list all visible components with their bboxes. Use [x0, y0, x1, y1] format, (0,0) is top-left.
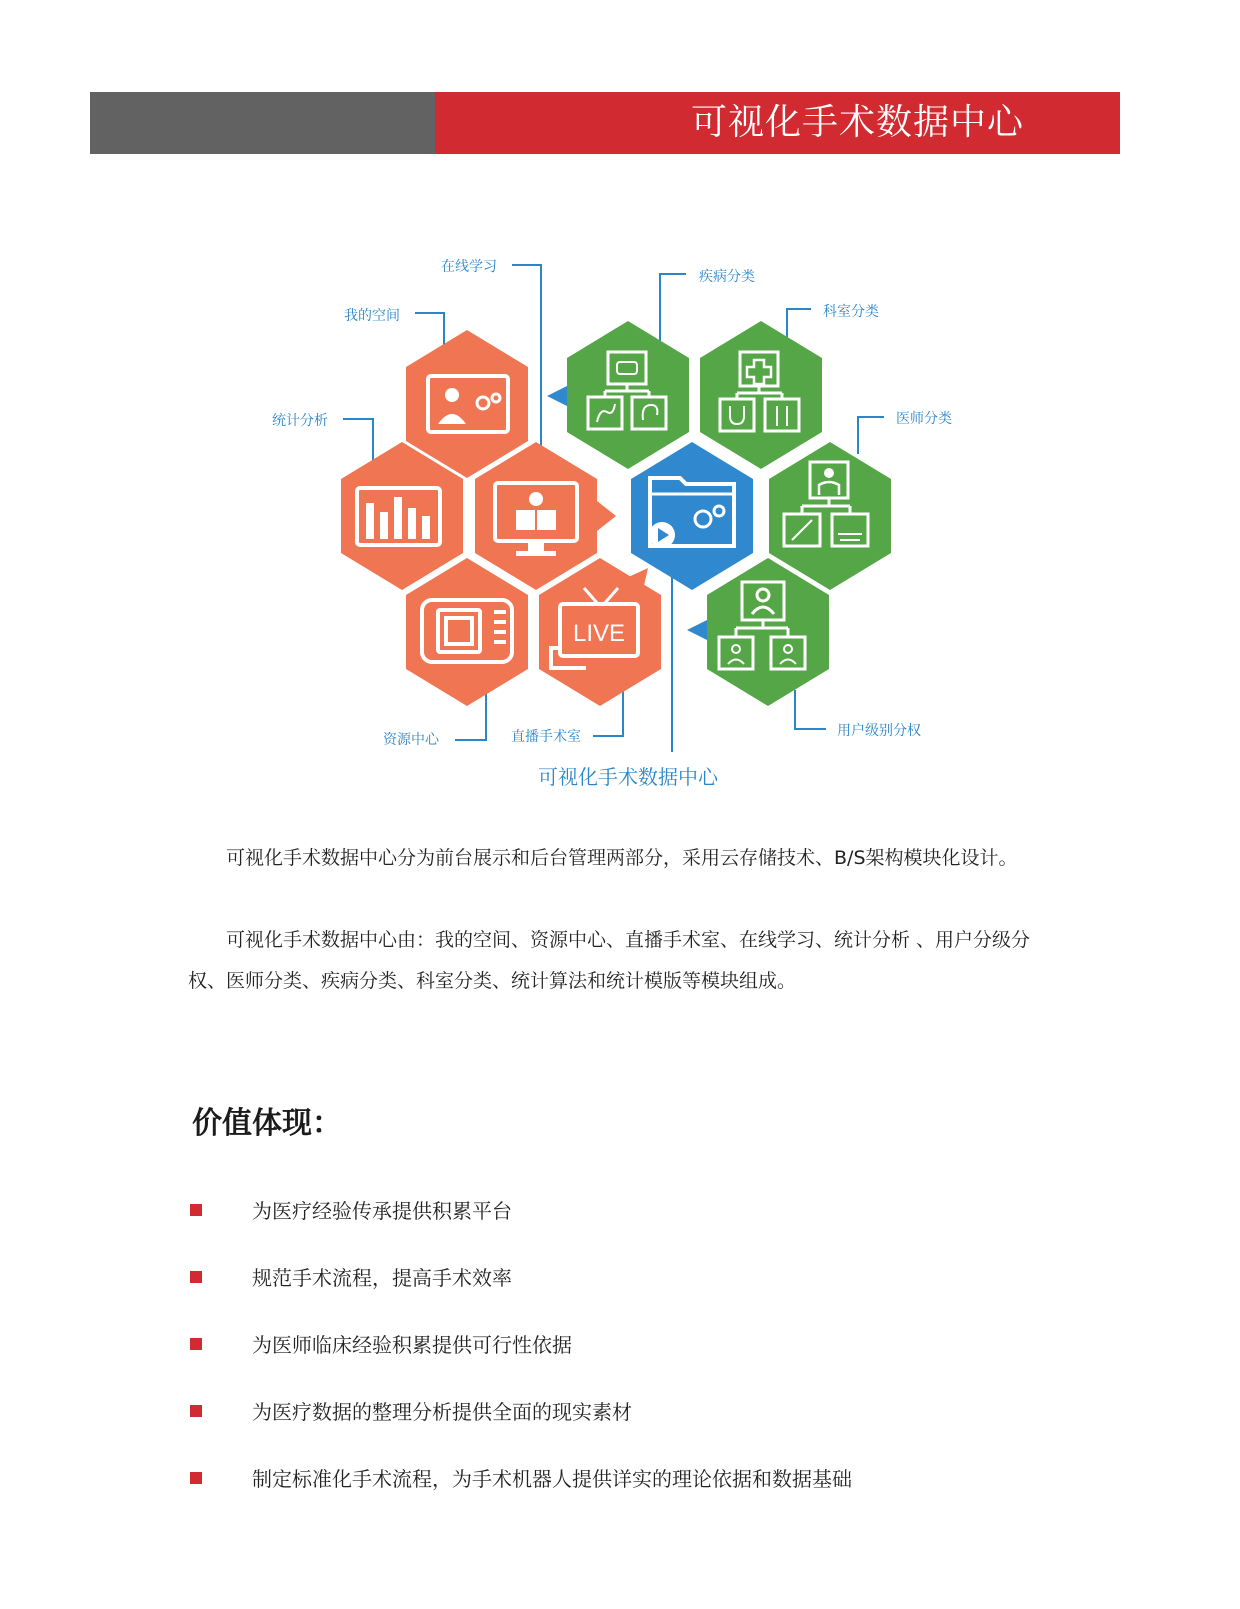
- hex-user-level: [707, 558, 829, 706]
- hex-disease-class: [567, 321, 689, 469]
- section-title-value: 价值体现：: [192, 1106, 342, 1141]
- connector-disease-class: [660, 274, 686, 341]
- label-online-learning: 在线学习: [441, 259, 497, 275]
- hex-dept-class: [700, 321, 822, 469]
- label-resource-center: 资源中心: [383, 732, 439, 748]
- pointer-online-learning: [597, 501, 616, 531]
- pointer-disease-class: [547, 386, 567, 406]
- value-item-3: 为医师临床经验积累提供可行性依据: [252, 1333, 572, 1357]
- connector-statistics: [343, 419, 373, 462]
- live-text: LIVE: [572, 620, 626, 647]
- bullet-square: [190, 1204, 202, 1216]
- value-item-4: 为医疗数据的整理分析提供全面的现实素材: [252, 1400, 632, 1424]
- intro-paragraph-2: 可视化手术数据中心由：我的空间、资源中心、直播手术室、在线学习、统计分析 、用户分级分权、医师分类、疾病分类、科室分类、统计算法和统计模版等模块组成。: [188, 929, 1031, 992]
- label-live-surgery: 直播手术室: [511, 729, 581, 745]
- label-doctor-class: 医师分类: [896, 411, 952, 427]
- bullet-square: [190, 1405, 202, 1417]
- label-disease-class: 疾病分类: [699, 269, 755, 285]
- bullet-square: [190, 1472, 202, 1484]
- bullet-square: [190, 1271, 202, 1283]
- connector-user-level: [795, 690, 826, 729]
- connector-dept-class: [787, 309, 811, 343]
- value-item-1: 为医疗经验传承提供积累平台: [252, 1199, 512, 1223]
- value-item-2: 规范手术流程，提高手术效率: [252, 1266, 512, 1290]
- value-item-5: 制定标准化手术流程，为手术机器人提供详实的理论依据和数据基础: [252, 1467, 852, 1491]
- pointer-user-level: [687, 620, 707, 640]
- label-statistics: 统计分析: [272, 413, 328, 429]
- connector-doctor-class: [858, 417, 884, 454]
- connector-my-space: [415, 313, 444, 345]
- label-my-space: 我的空间: [344, 308, 400, 324]
- diagram-center-title: 可视化手术数据中心: [538, 765, 718, 789]
- hex-doctor-class: [769, 442, 891, 590]
- bullet-square: [190, 1338, 202, 1350]
- label-user-level: 用户级别分权: [837, 723, 921, 739]
- page-title: 可视化手术数据中心: [690, 102, 1024, 143]
- label-dept-class: 科室分类: [823, 304, 879, 320]
- intro-paragraph-1: 可视化手术数据中心分为前台展示和后台管理两部分，采用云存储技术、B/S架构模块化设计。: [226, 847, 1018, 869]
- hex-resource-center: [406, 558, 528, 706]
